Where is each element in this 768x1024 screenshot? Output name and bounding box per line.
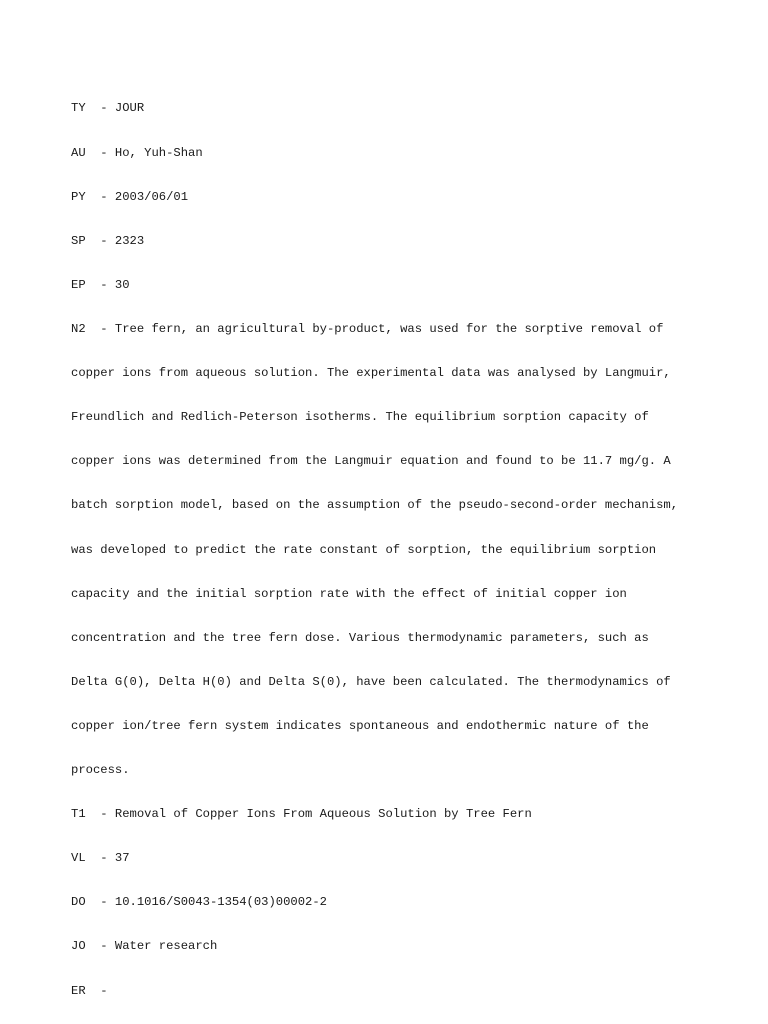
ris-abstract-line: Freundlich and Redlich-Peterson isotherms. The equilibrium sorption capacity of <box>71 410 649 425</box>
ris-doi-line: DO - 10.1016/S0043-1354(03)00002-2 <box>71 895 327 910</box>
ris-abstract-line: copper ions from aqueous solution. The experimental data was analysed by Langmuir, <box>71 366 671 381</box>
ris-abstract-line: copper ion/tree fern system indicates spontaneous and endothermic nature of the <box>71 718 649 733</box>
ris-abstract-line: concentration and the tree fern dose. Various thermodynamic parameters, such as <box>71 630 649 645</box>
ris-abstract-line: capacity and the initial sorption rate with the effect of initial copper ion <box>71 586 627 601</box>
ris-journal-line: JO - Water research <box>71 939 218 954</box>
ris-citation-record <box>71 72 711 1013</box>
ris-abstract-line: copper ions was determined from the Langmuir equation and found to be 11.7 mg/g. A <box>71 454 671 469</box>
ris-end-record-line: ER - <box>71 983 115 998</box>
ris-abstract-line: Delta G(0), Delta H(0) and Delta S(0), have been calculated. The thermodynamics of <box>71 674 671 689</box>
ris-abstract-line: N2 - Tree fern, an agricultural by-product, was used for the sorptive removal of <box>71 321 664 336</box>
ris-volume-line: VL - 37 <box>71 851 130 866</box>
ris-end-page-line: EP - 30 <box>71 277 130 292</box>
ris-author-line: AU - Ho, Yuh-Shan <box>71 145 203 160</box>
ris-publication-year-line: PY - 2003/06/01 <box>71 189 189 204</box>
ris-abstract-line: was developed to predict the rate constant of sorption, the equilibrium sorption <box>71 542 657 557</box>
ris-type-line: TY - JOUR <box>71 101 145 116</box>
ris-abstract-line: batch sorption model, based on the assumption of the pseudo-second-order mechanism, <box>71 498 679 513</box>
ris-title-line: T1 - Removal of Copper Ions From Aqueous Solution by Tree Fern <box>71 807 532 822</box>
ris-abstract-line: process. <box>71 763 130 778</box>
ris-start-page-line: SP - 2323 <box>71 233 145 248</box>
